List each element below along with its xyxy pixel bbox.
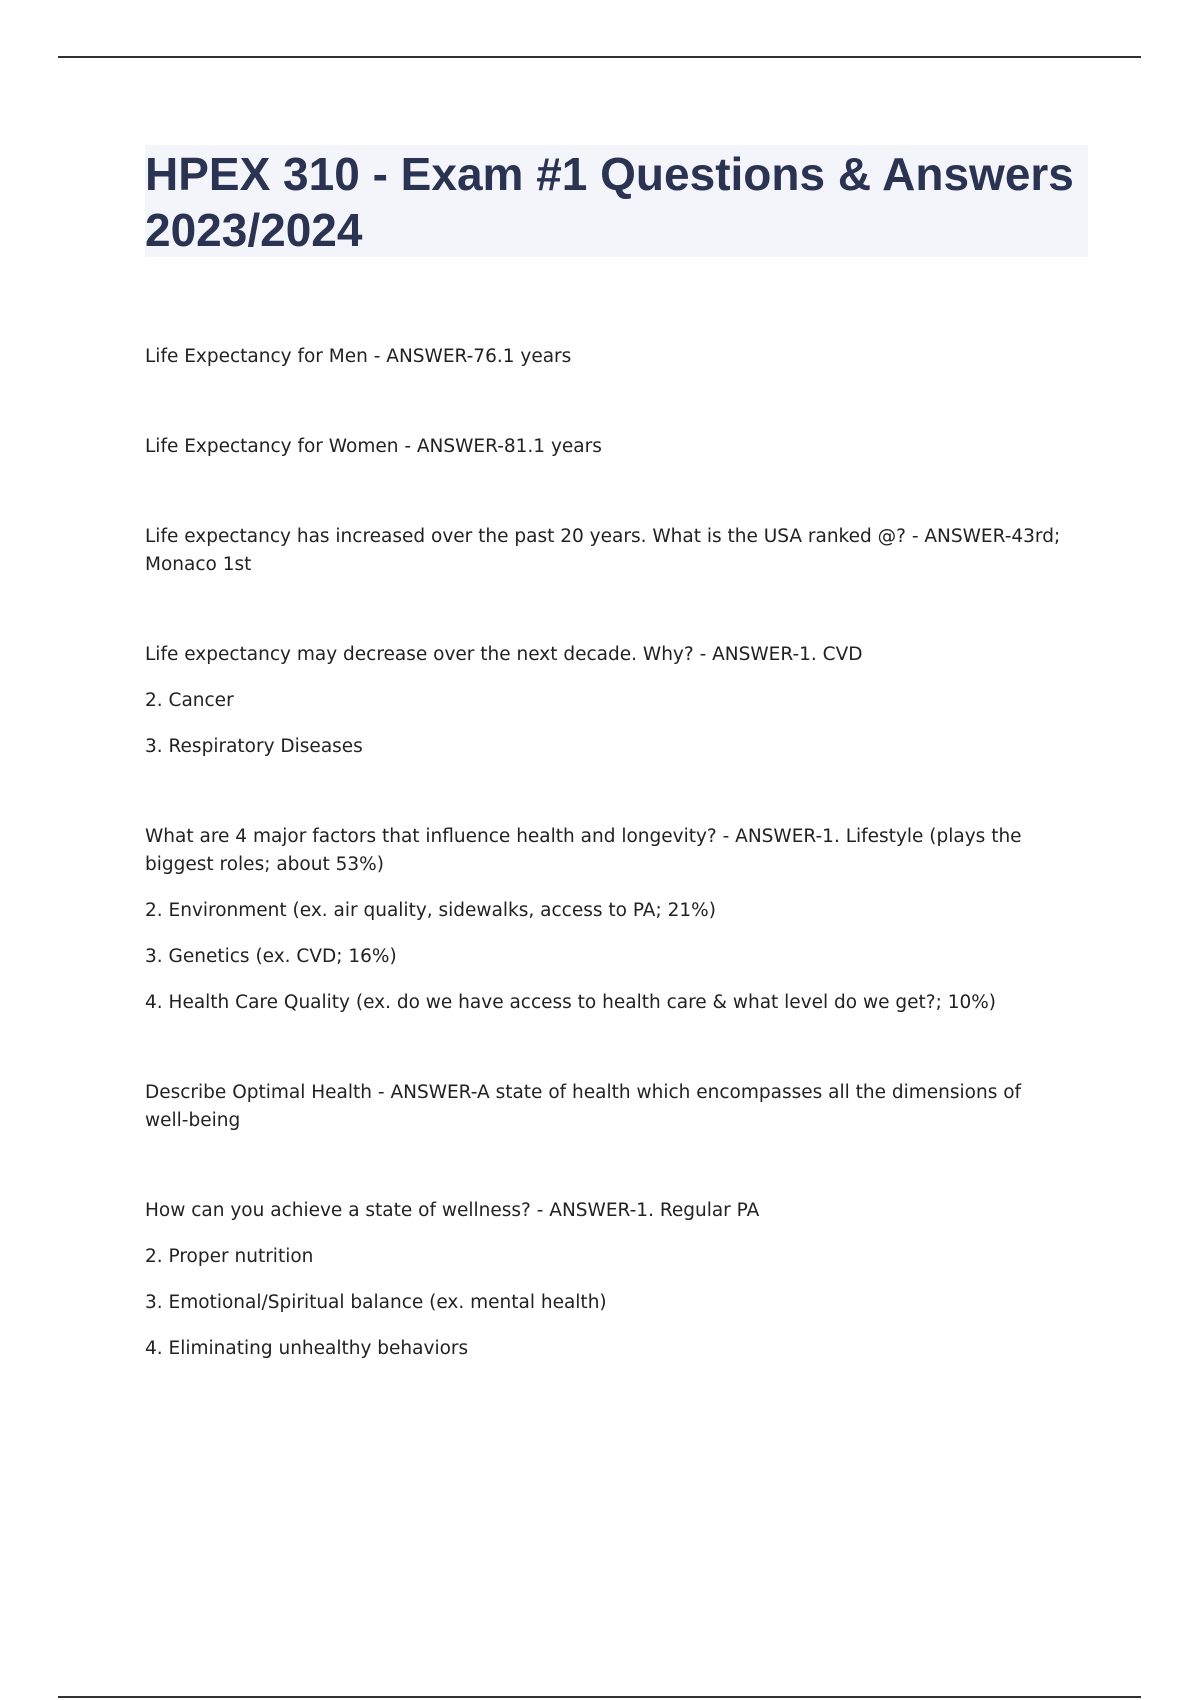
footer-rule xyxy=(58,1696,1141,1698)
qa-line: 3. Respiratory Diseases xyxy=(145,736,363,757)
qa-line: Life expectancy may decrease over the next decade. Why? - ANSWER-1. CVD xyxy=(145,644,863,665)
header-rule xyxy=(58,56,1141,58)
qa-item xyxy=(145,433,1070,461)
qa-item xyxy=(145,1197,1070,1363)
qa-item xyxy=(145,823,1070,1017)
qa-line: 4. Eliminating unhealthy behaviors xyxy=(145,1338,469,1359)
qa-line: 3. Emotional/Spiritual balance (ex. mental health) xyxy=(145,1292,607,1313)
qa-line: 2. Cancer xyxy=(145,690,234,711)
qa-item xyxy=(145,523,1070,579)
qa-item xyxy=(145,343,1070,371)
qa-line: 3. Genetics (ex. CVD; 16%) xyxy=(145,946,397,967)
document-title: HPEX 310 - Exam #1 Questions & Answers 2023/2024 xyxy=(145,148,1074,256)
qa-list xyxy=(145,343,1070,1425)
qa-line: Life expectancy has increased over the past 20 years. What is the USA ranked @? - ANSWER-43rd; Monaco 1st xyxy=(145,526,1061,575)
qa-item xyxy=(145,1079,1070,1135)
qa-line: Describe Optimal Health - ANSWER-A state of health which encompasses all the dimensions of well-being xyxy=(145,1082,1022,1131)
qa-line: 2. Proper nutrition xyxy=(145,1246,314,1267)
qa-line: What are 4 major factors that influence health and longevity? - ANSWER-1. Lifestyle (plays the biggest roles; about 53%) xyxy=(145,826,1022,875)
qa-item xyxy=(145,641,1070,761)
qa-line: Life Expectancy for Women - ANSWER-81.1 years xyxy=(145,436,602,457)
qa-line: 2. Environment (ex. air quality, sidewalks, access to PA; 21%) xyxy=(145,900,716,921)
qa-line: How can you achieve a state of wellness? - ANSWER-1. Regular PA xyxy=(145,1200,760,1221)
qa-line: 4. Health Care Quality (ex. do we have access to health care & what level do we get?; 10%) xyxy=(145,992,997,1013)
qa-line: Life Expectancy for Men - ANSWER-76.1 years xyxy=(145,346,572,367)
